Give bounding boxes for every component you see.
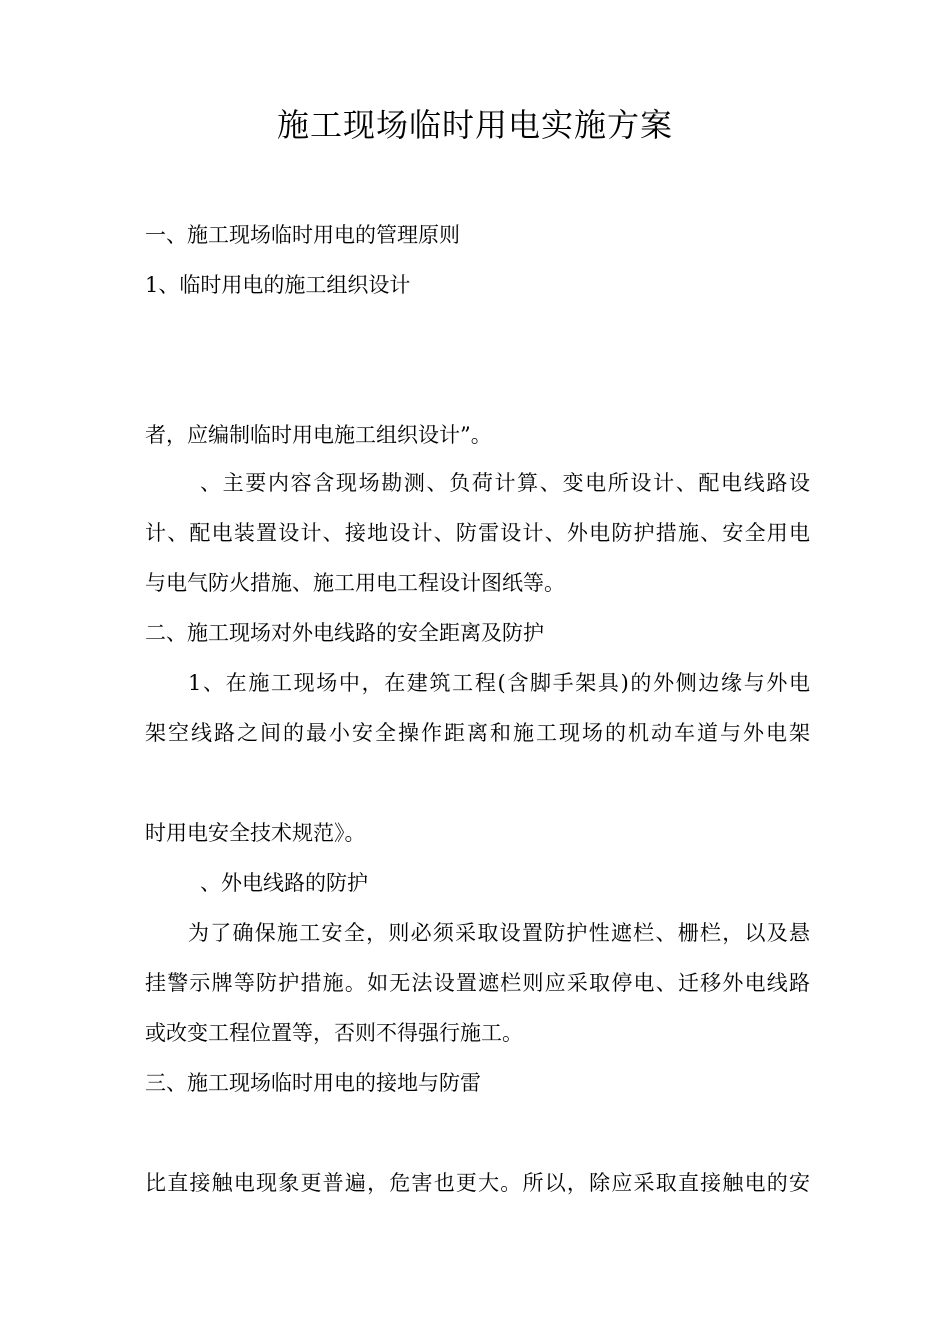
section-heading-1: 一、施工现场临时用电的管理原则 [145,223,460,247]
subsection-heading-2-2: 、外电线路的防护 [200,871,368,895]
subsection-heading-1-1: 1、临时用电的施工组织设计 [145,273,411,297]
document-title: 施工现场临时用电实施方案 [276,106,673,144]
section-heading-3: 三、施工现场临时用电的接地与防雷 [145,1071,481,1095]
section-heading-2: 二、施工现场对外电线路的安全距离及防护 [145,621,544,645]
paragraph-line: 计、配电装置设计、接地设计、防雷设计、外电防护措施、安全用电 [145,521,810,545]
paragraph-line: 或改变工程位置等，否则不得强行施工。 [145,1021,523,1045]
paragraph-line: 架空线路之间的最小安全操作距离和施工现场的机动车道与外电架 [145,721,810,745]
paragraph-line: 挂警示牌等防护措施。如无法设置遮栏则应采取停电、迁移外电线路 [145,971,810,995]
paragraph-line: 比直接触电现象更普遍，危害也更大。所以，除应采取直接触电的安 [145,1171,810,1195]
paragraph-line: 时用电安全技术规范》。 [145,821,366,845]
paragraph-line: 1、在施工现场中，在建筑工程(含脚手架具)的外侧边缘与外电 [188,671,810,695]
paragraph-line: 者，应编制临时用电施工组织设计”。 [145,423,492,447]
paragraph-line: 为了确保施工安全，则必须采取设置防护性遮栏、栅栏，以及悬 [188,921,810,945]
paragraph-line: 与电气防火措施、施工用电工程设计图纸等。 [145,571,565,595]
paragraph-line: 、主要内容含现场勘测、负荷计算、变电所设计、配电线路设 [200,471,810,495]
